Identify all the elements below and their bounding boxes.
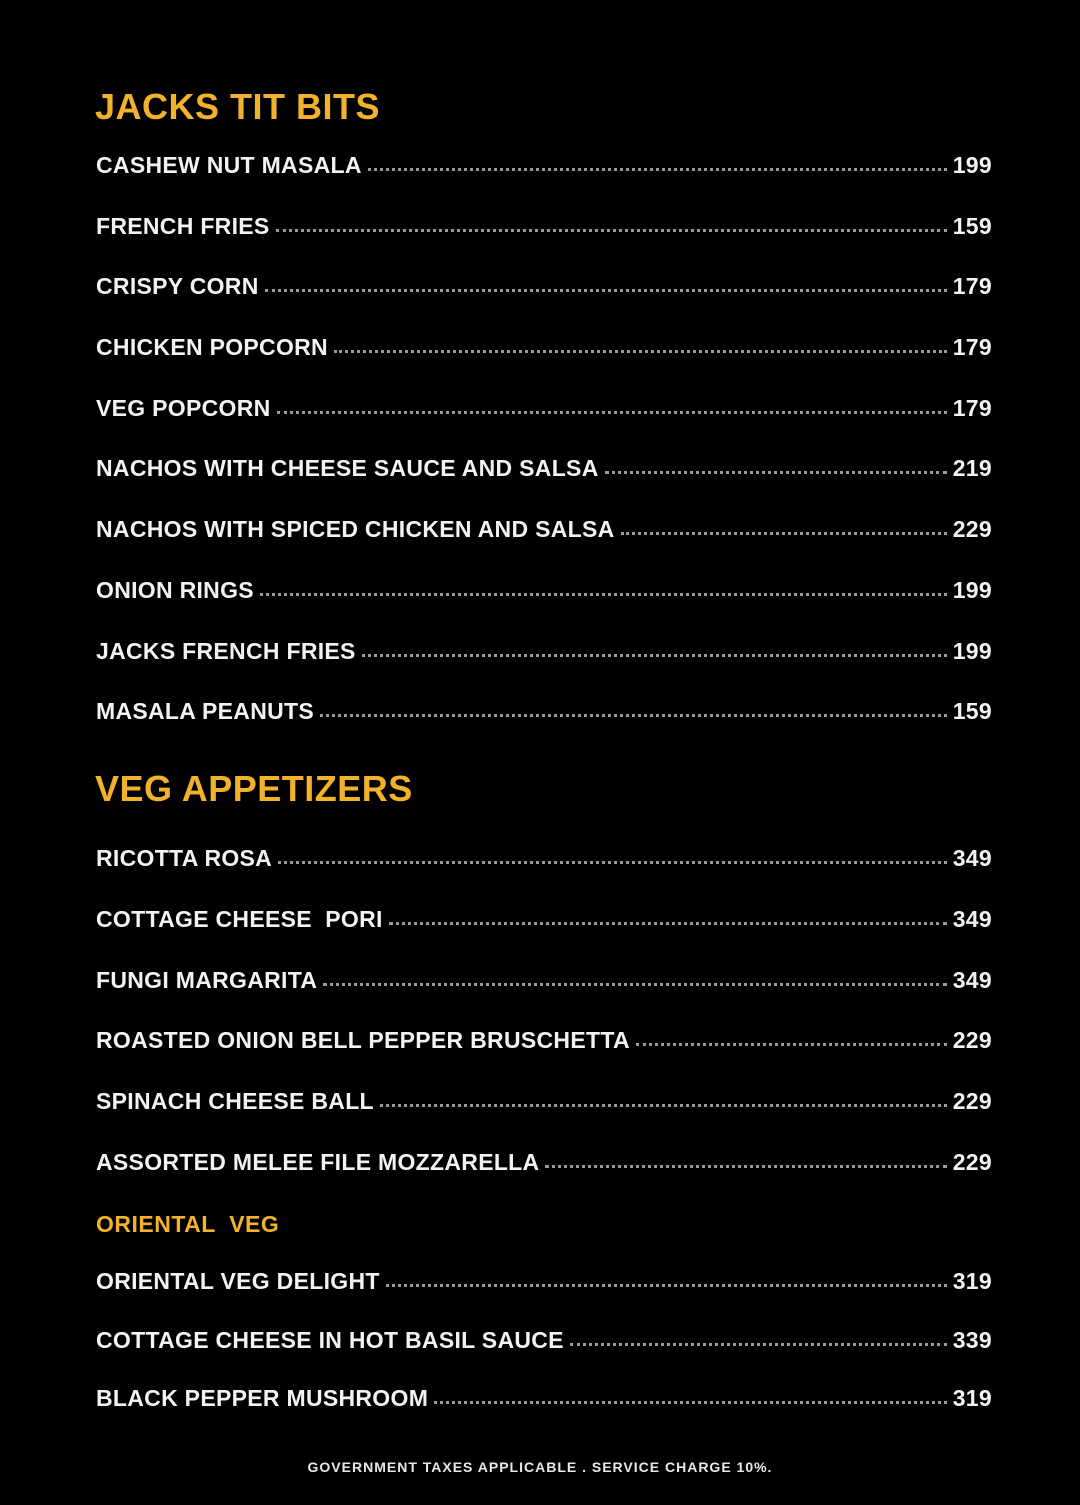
item-name: CHICKEN POPCORN	[96, 334, 328, 361]
section-title-jacks-tit-bits: JACKS TIT BITS	[95, 86, 381, 127]
item-price: 349	[952, 966, 992, 993]
item-name: MASALA PEANUTS	[96, 698, 315, 725]
item-price: 199	[952, 576, 992, 603]
item-price: 319	[952, 1385, 992, 1411]
footer-tax-note: GOVERNMENT TAXES APPLICABLE . SERVICE CHARGE 10%.	[307, 1459, 773, 1475]
item-name: JACKS FRENCH FRIES	[96, 637, 356, 664]
dot-leader	[545, 1165, 946, 1168]
menu-item	[96, 1327, 992, 1386]
item-price: 319	[952, 1268, 992, 1294]
item-name: NACHOS WITH CHEESE SAUCE AND SALSA	[96, 455, 599, 482]
menu-item	[96, 698, 992, 759]
dot-leader	[570, 1343, 947, 1346]
menu-list-oriental-veg	[96, 1268, 992, 1444]
subsection-title-oriental-veg: ORIENTAL VEG	[96, 1211, 280, 1237]
item-name: BLACK PEPPER MUSHROOM	[96, 1385, 429, 1411]
dot-leader	[605, 471, 947, 474]
dot-leader	[389, 922, 947, 925]
menu-list-veg-appetizers	[96, 845, 992, 1210]
dot-leader	[386, 1284, 947, 1287]
item-name: CASHEW NUT MASALA	[96, 152, 362, 178]
dot-leader	[276, 229, 947, 232]
item-price: 219	[952, 455, 992, 482]
menu-item	[96, 1149, 992, 1210]
menu-item	[96, 152, 992, 213]
item-name: RICOTTA ROSA	[96, 845, 273, 871]
item-name: FRENCH FRIES	[96, 212, 270, 239]
item-price: 199	[952, 152, 992, 178]
item-price: 229	[952, 1148, 992, 1175]
menu-item	[96, 577, 992, 638]
item-price: 179	[952, 334, 992, 361]
item-name: ASSORTED MELEE FILE MOZZARELLA	[96, 1148, 540, 1175]
item-price: 159	[952, 212, 992, 239]
dot-leader	[278, 861, 947, 864]
item-name: NACHOS WITH SPICED CHICKEN AND SALSA	[96, 516, 615, 543]
dot-leader	[636, 1043, 947, 1046]
dot-leader	[265, 289, 947, 292]
section-title-veg-appetizers: VEG APPETIZERS	[95, 768, 413, 809]
menu-item	[96, 1027, 992, 1088]
menu-item	[96, 1088, 992, 1149]
dot-leader	[323, 983, 946, 986]
menu-item	[96, 455, 992, 516]
item-price: 199	[952, 637, 992, 664]
item-price: 229	[952, 516, 992, 543]
menu-item	[96, 213, 992, 274]
item-price: 229	[952, 1027, 992, 1054]
item-price: 349	[952, 845, 992, 871]
item-name: COTTAGE CHEESE IN HOT BASIL SAUCE	[96, 1326, 564, 1353]
item-price: 179	[952, 273, 992, 300]
menu-item	[96, 638, 992, 699]
item-name: ROASTED ONION BELL PEPPER BRUSCHETTA	[96, 1027, 630, 1054]
item-price: 159	[952, 698, 992, 725]
item-name: VEG POPCORN	[96, 394, 271, 421]
item-name: COTTAGE CHEESE PORI	[96, 905, 383, 932]
item-price: 349	[952, 905, 992, 932]
item-name: FUNGI MARGARITA	[96, 966, 318, 993]
dot-leader	[320, 714, 947, 717]
item-name: CRISPY CORN	[96, 273, 259, 300]
item-price: 339	[952, 1326, 992, 1353]
dot-leader	[334, 350, 947, 353]
menu-item	[96, 906, 992, 967]
dot-leader	[434, 1401, 947, 1404]
item-name: SPINACH CHEESE BALL	[96, 1088, 374, 1115]
item-name: ORIENTAL VEG DELIGHT	[96, 1268, 380, 1294]
menu-item	[96, 967, 992, 1028]
item-price: 229	[952, 1088, 992, 1115]
menu-item	[96, 273, 992, 334]
menu-item	[96, 395, 992, 456]
dot-leader	[380, 1104, 947, 1107]
dot-leader	[277, 411, 947, 414]
menu-list-tit-bits	[96, 152, 992, 759]
dot-leader	[362, 654, 947, 657]
dot-leader	[368, 168, 947, 171]
dot-leader	[260, 593, 947, 596]
item-price: 179	[952, 394, 992, 421]
menu-item	[96, 516, 992, 577]
dot-leader	[621, 532, 947, 535]
menu-item	[96, 1385, 992, 1444]
menu-item	[96, 845, 992, 906]
menu-item	[96, 1268, 992, 1327]
item-name: ONION RINGS	[96, 576, 254, 603]
menu-item	[96, 334, 992, 395]
